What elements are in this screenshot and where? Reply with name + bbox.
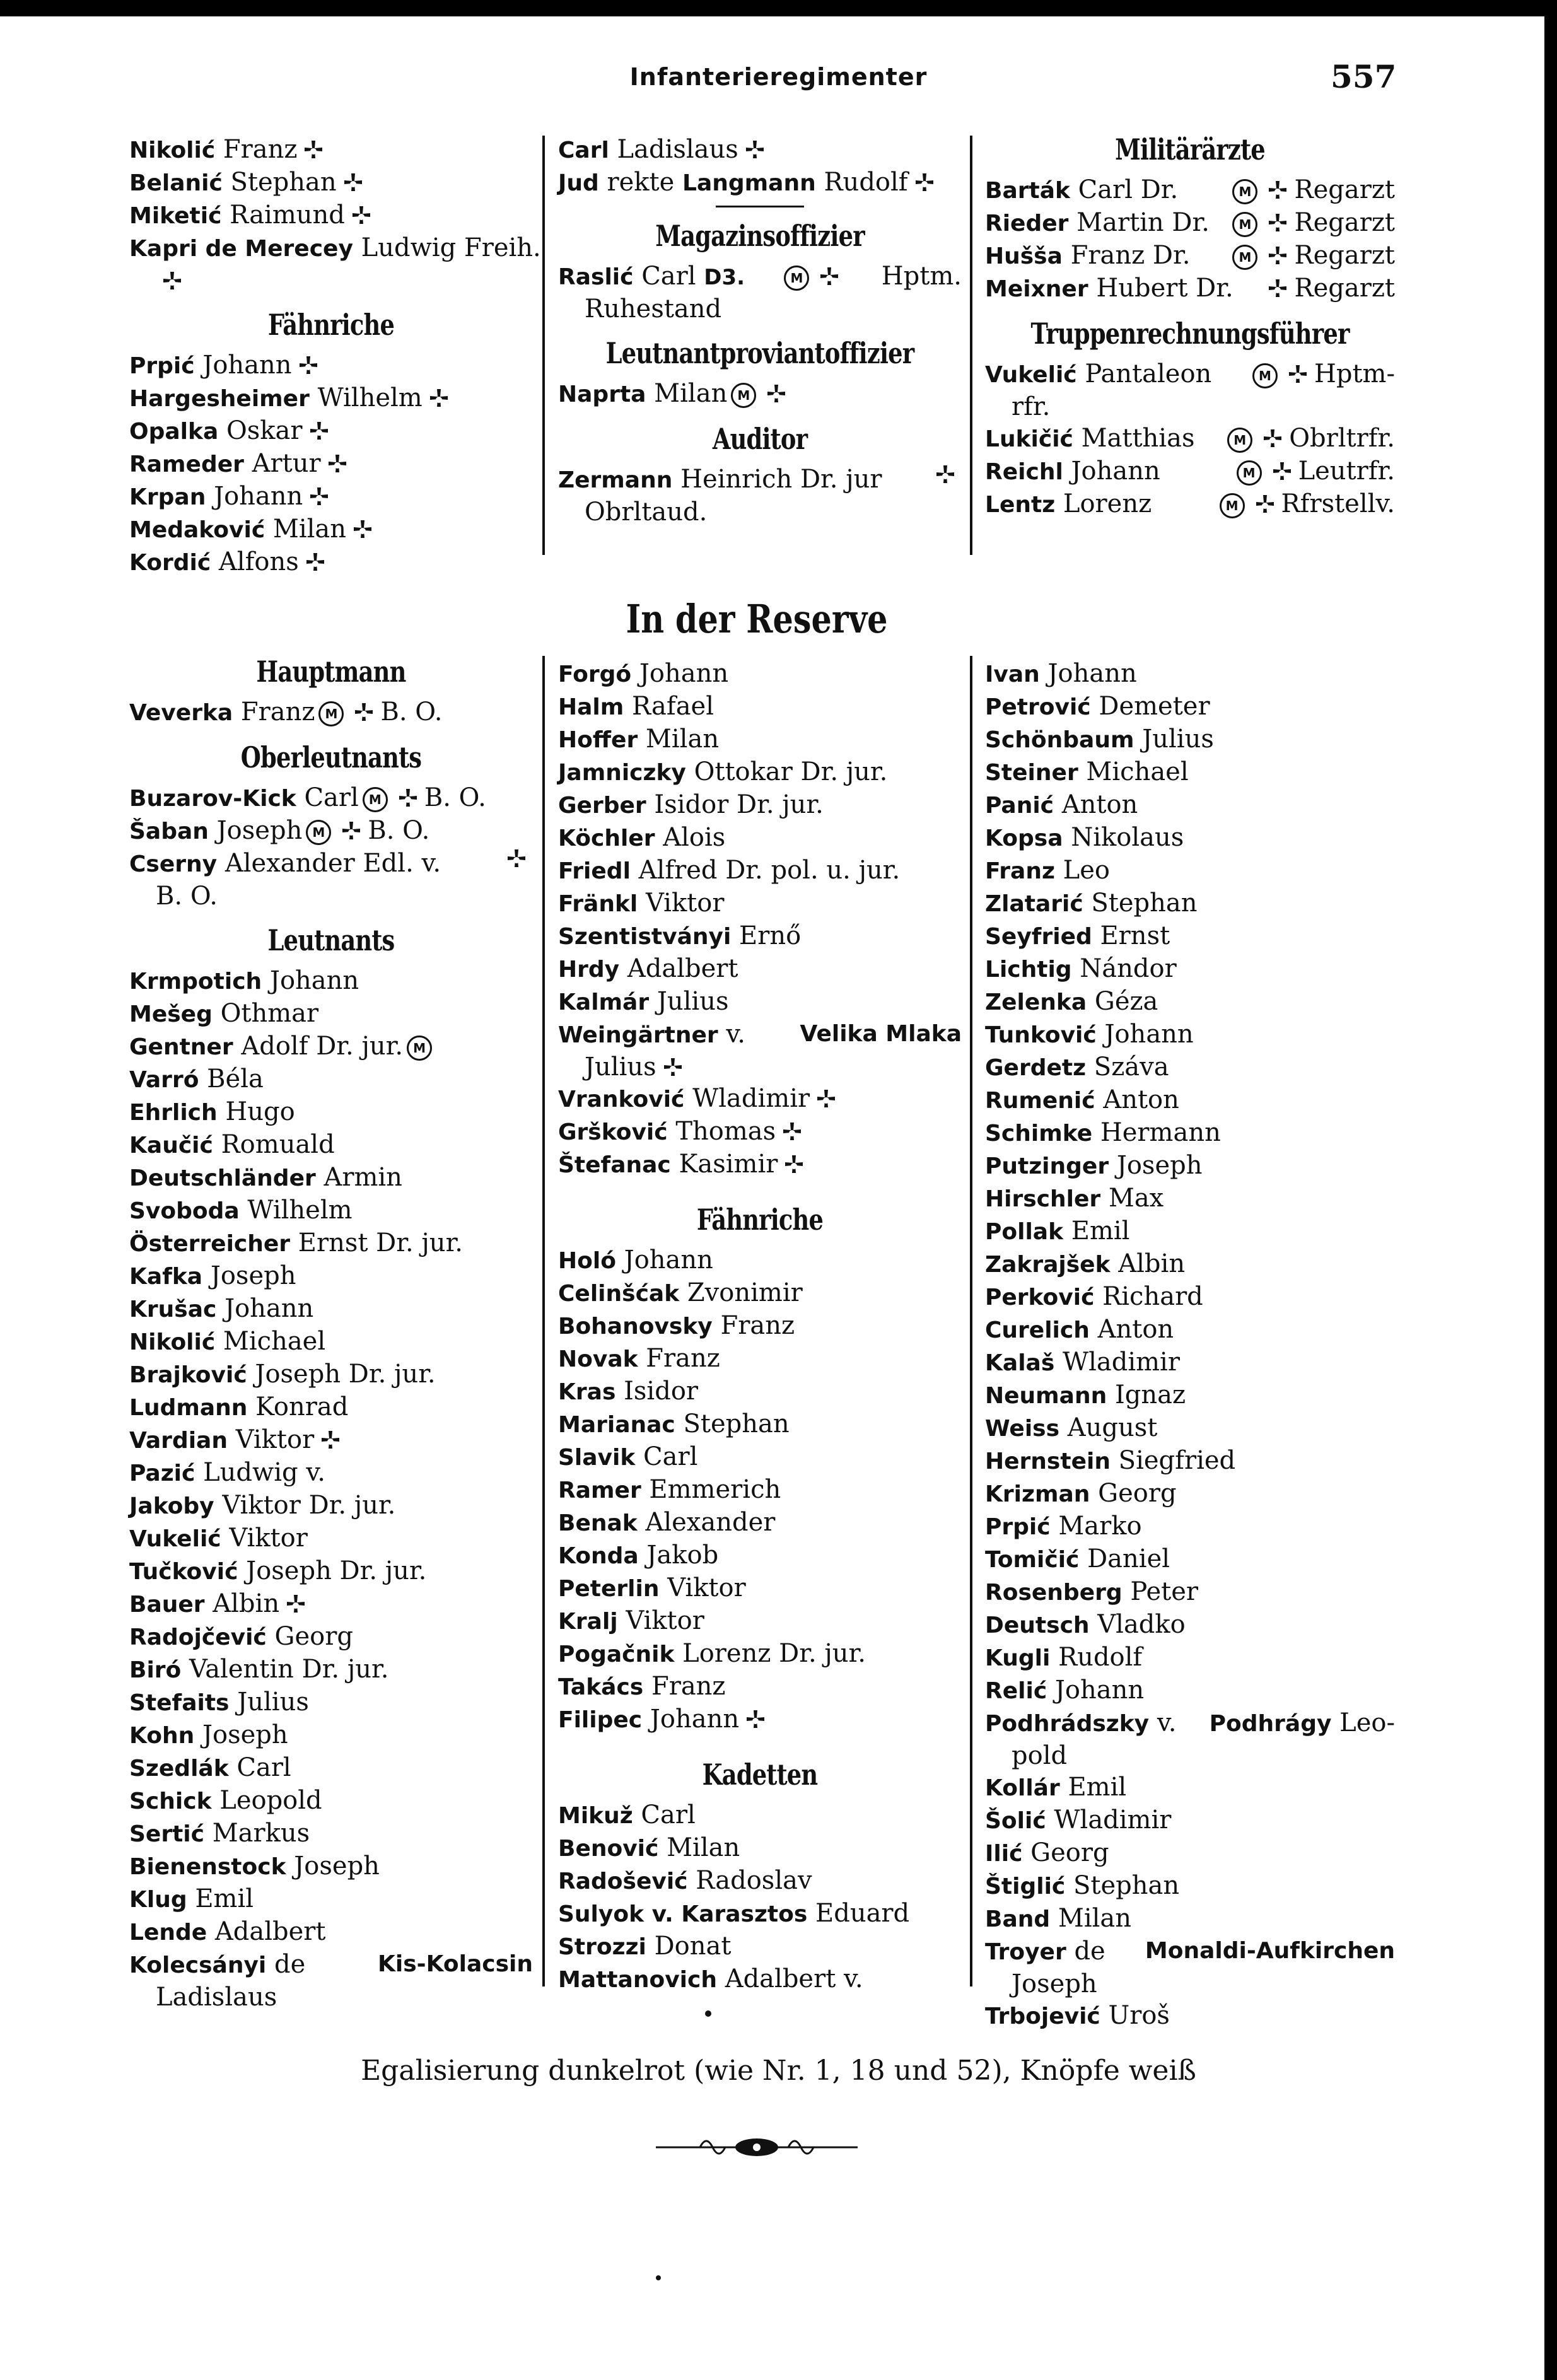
section-heading-kadetten: Kadetten: [702, 1758, 818, 1792]
list-item-continuation: rfr.: [1012, 392, 1051, 421]
list-item: Szedlák Carl: [129, 1753, 291, 1782]
ornament-divider-icon: [656, 2128, 858, 2166]
section-heading-reserve: In der Reserve: [626, 596, 888, 642]
list-item: Hoffer Milan: [558, 725, 720, 754]
list-item: Ramer Emmerich: [558, 1475, 781, 1504]
cross-pattee-icon: [781, 1153, 807, 1179]
list-item: Rieder Martin Dr. M Regarzt: [985, 208, 1395, 237]
section-heading-truppenrechnungsfuehrer: Truppenrechnungsführer: [1030, 317, 1350, 351]
list-item: Panić Anton: [985, 790, 1138, 819]
list-item: Deutsch Vladko: [985, 1610, 1186, 1639]
list-item: Naprta Milan M: [558, 378, 962, 411]
list-item: Pollak Emil: [985, 1216, 1130, 1245]
list-item: Ivan Johann: [985, 659, 1137, 688]
circled-m-icon: M: [1237, 460, 1262, 486]
cross-pattee-icon: [764, 383, 789, 408]
list-item: Kralj Viktor: [558, 1606, 704, 1635]
circled-m-icon: M: [363, 787, 388, 812]
list-item: Jud rekte Langmann Rudolf: [558, 166, 962, 199]
list-item: Weingärtner v. Velika Mlaka: [558, 1020, 962, 1049]
cross-pattee-icon: [933, 464, 958, 489]
reserve-left-column: [129, 656, 533, 2013]
list-item: Vukelić Viktor: [129, 1524, 308, 1553]
list-item: Buzarov-Kick Carl M B. O.: [129, 783, 486, 812]
list-item: Curelich Anton: [985, 1315, 1174, 1344]
list-item: Šolić Wladimir: [985, 1805, 1172, 1835]
list-item: Celinšćak Zvonimir: [558, 1278, 803, 1307]
cross-pattee-icon: [1265, 212, 1290, 237]
list-item: Forgó Johann: [558, 659, 729, 688]
divider: [716, 206, 804, 207]
list-item: Takács Franz: [558, 1672, 726, 1701]
list-item: Zelenka Géza: [985, 987, 1158, 1016]
list-item: Pazić Ludwig v.: [129, 1458, 325, 1487]
cross-pattee-icon: [813, 1088, 839, 1113]
separator-dot: [705, 2010, 711, 2017]
list-item: Mattanovich Adalbert v.: [558, 1964, 863, 1993]
list-item: Veverka Franz M B. O.: [129, 697, 443, 726]
section-heading-leutnantproviantoffizier: Leutnantproviantoffizier: [605, 336, 914, 370]
scan-border-top: [0, 0, 1557, 16]
list-item: Szentistványi Ernő: [558, 921, 802, 950]
circled-m-icon: M: [318, 701, 344, 726]
list-item-continuation: Ruhestand: [585, 295, 722, 324]
circled-m-icon: M: [306, 820, 331, 845]
list-item: Kalaš Wladimir: [985, 1348, 1180, 1377]
list-item: Sulyok v. Karasztos Eduard: [558, 1899, 910, 1928]
cross-pattee-icon: [351, 701, 376, 726]
cross-pattee-icon: [817, 265, 842, 291]
list-item: Perković Richard: [985, 1282, 1203, 1311]
list-item: Hernstein Siegfried: [985, 1446, 1236, 1475]
circled-m-icon: M: [1227, 428, 1252, 453]
list-item: Šaban Joseph M B. O.: [129, 816, 430, 845]
section-heading-oberleutnants: Oberleutnants: [240, 740, 422, 774]
list-item: Prpić Johann: [129, 349, 533, 382]
cross-pattee-icon: [283, 1593, 308, 1618]
column-rule-top-1: [542, 136, 545, 555]
cross-pattee-icon: [426, 387, 452, 412]
list-item: Cserny Alexander Edl. v.: [129, 848, 533, 880]
cross-pattee-icon: [318, 1429, 343, 1454]
list-item: Vranković Wladimir: [558, 1083, 962, 1116]
column-rule-bottom-2: [970, 656, 972, 1986]
list-item: Rosenberg Peter: [985, 1577, 1199, 1606]
list-item: Ludmann Konrad: [129, 1392, 349, 1421]
list-item: Franz Leo: [985, 856, 1110, 885]
page-number: 557: [1331, 58, 1397, 95]
list-item: Bohanovsky Franz: [558, 1311, 795, 1340]
list-item: Schick Leopold: [129, 1786, 322, 1815]
list-item: Jakoby Viktor Dr. jur.: [129, 1491, 396, 1520]
section-heading-faehnriche-reserve: Fähnriche: [696, 1203, 824, 1237]
list-item: Kordić Alfons: [129, 546, 533, 579]
list-item: Deutschländer Armin: [129, 1163, 402, 1192]
bottom-dot: [656, 2275, 661, 2280]
list-item: Bienenstock Joseph: [129, 1852, 380, 1881]
list-item: Gerdetz Száva: [985, 1053, 1169, 1082]
top-right-column: [985, 134, 1395, 521]
list-item: Österreicher Ernst Dr. jur.: [129, 1228, 464, 1257]
list-item: Zakrajšek Albin: [985, 1249, 1186, 1278]
list-item: Slavik Carl: [558, 1442, 698, 1471]
list-item: Nikolić Franz: [129, 134, 533, 166]
cross-pattee-icon: [296, 354, 321, 380]
circled-m-icon: M: [407, 1035, 432, 1061]
circled-m-icon: M: [731, 383, 756, 408]
list-item: Tučković Joseph Dr. jur.: [129, 1556, 427, 1585]
list-item: Vukelić Pantaleon M Hptm-: [985, 359, 1395, 388]
cross-pattee-icon: [912, 172, 937, 197]
list-item: Kohn Joseph: [129, 1720, 288, 1749]
list-item: Radojčević Georg: [129, 1622, 353, 1651]
list-item: Krušac Johann: [129, 1294, 314, 1323]
list-item: Halm Rafael: [558, 692, 714, 721]
list-item: Krizman Georg: [985, 1479, 1177, 1508]
cross-pattee-icon: [349, 204, 374, 230]
list-item: Steiner Michael: [985, 757, 1189, 786]
list-item-continuation: Ladislaus: [156, 1983, 277, 2012]
cross-pattee-icon: [1285, 363, 1310, 388]
cross-pattee-icon: [504, 848, 529, 873]
scan-border-right: [1544, 0, 1557, 2380]
list-item: Peterlin Viktor: [558, 1573, 746, 1602]
list-item: Kollár Emil: [985, 1773, 1127, 1802]
list-item: Lichtig Nándor: [985, 954, 1177, 983]
cross-pattee-icon: [1265, 179, 1290, 204]
cross-pattee-icon: [160, 270, 185, 295]
list-item: Gentner Adolf Dr. jur. M: [129, 1030, 533, 1063]
cross-pattee-icon: [779, 1121, 805, 1146]
cross-pattee-icon: [325, 453, 350, 478]
list-item: Zlatarić Stephan: [985, 889, 1198, 918]
list-item: Novak Franz: [558, 1344, 720, 1373]
list-item: Marianac Stephan: [558, 1409, 790, 1438]
cross-pattee-icon: [1265, 245, 1290, 270]
cross-pattee-icon: [395, 787, 421, 812]
reserve-middle-column: [558, 658, 962, 1996]
list-item: Biró Valentin Dr. jur.: [129, 1655, 389, 1684]
list-item: Relić Johann: [985, 1676, 1145, 1705]
list-item: Hargesheimer Wilhelm: [129, 382, 533, 415]
section-heading-militaeraerzte: Militärärzte: [1115, 132, 1265, 166]
list-item: Strozzi Donat: [558, 1932, 732, 1961]
list-item: Svoboda Wilhelm: [129, 1196, 353, 1225]
list-item: Neumann Ignaz: [985, 1380, 1186, 1409]
list-item: Trbojević Uroš: [985, 2001, 1170, 2030]
list-item: Holó Johann: [558, 1245, 713, 1275]
cross-pattee-icon: [350, 518, 375, 544]
list-item: Weiss August: [985, 1413, 1158, 1442]
circled-m-icon: M: [1220, 493, 1245, 518]
top-left-column: [129, 134, 541, 579]
cross-pattee-icon: [1260, 428, 1285, 453]
cross-pattee-icon: [339, 820, 364, 845]
cross-pattee-icon: [742, 139, 767, 164]
list-item-continuation: Julius: [558, 1051, 962, 1083]
list-item-continuation: [129, 265, 533, 296]
circled-m-icon: M: [1232, 245, 1257, 270]
list-item: Hušša Franz Dr. M Regarzt: [985, 241, 1395, 270]
list-item: Rumenić Anton: [985, 1085, 1179, 1114]
list-item: Radošević Radoslav: [558, 1866, 812, 1895]
section-heading-auditor: Auditor: [712, 422, 808, 456]
list-item: Barták Carl Dr. M Regarzt: [985, 175, 1395, 204]
list-item: Schönbaum Julius: [985, 725, 1214, 754]
circled-m-icon: M: [784, 265, 809, 291]
top-middle-column: [558, 134, 962, 528]
list-item: Seyfried Ernst: [985, 921, 1170, 950]
list-item: Medaković Milan: [129, 513, 533, 546]
list-item: Rameder Artur: [129, 448, 533, 481]
list-item: Kalmár Julius: [558, 987, 729, 1016]
list-item: Podhrádszky v. Podhrágy Leo-: [985, 1708, 1395, 1737]
list-item: Kolecsányi de Kis-Kolacsin: [129, 1950, 533, 1979]
list-item: Kafka Joseph: [129, 1261, 296, 1290]
cross-pattee-icon: [303, 551, 328, 576]
list-item: Krpan Johann: [129, 481, 533, 513]
list-item: Klug Emil: [129, 1884, 254, 1913]
list-item: Nikolić Michael: [129, 1327, 326, 1356]
list-item: Jamniczky Ottokar Dr. jur.: [558, 757, 888, 786]
list-item: Petrović Demeter: [985, 692, 1210, 721]
cross-pattee-icon: [1265, 277, 1290, 303]
list-item-continuation: Obrltaud.: [585, 498, 708, 527]
list-item: Band Milan: [985, 1904, 1132, 1933]
list-item: Meixner Hubert Dr. Regarzt: [985, 274, 1395, 303]
list-item: Konda Jakob: [558, 1541, 719, 1570]
list-item: Raslić Carl D3. M Hptm.: [558, 262, 962, 291]
list-item: Reichl Johann M Leutrfr.: [985, 457, 1395, 486]
list-item: Krmpotich Johann: [129, 966, 359, 995]
list-item: Sertić Markus: [129, 1819, 310, 1848]
section-heading-leutnants: Leutnants: [267, 923, 395, 957]
list-item: Kras Isidor: [558, 1377, 699, 1406]
list-item: Troyer de Monaldi-Aufkirchen: [985, 1937, 1395, 1966]
list-item: Kopsa Nikolaus: [985, 823, 1184, 852]
list-item: Vardian Viktor: [129, 1424, 533, 1457]
column-rule-top-2: [970, 136, 972, 555]
page-header-title: Infanterieregimenter: [629, 63, 928, 91]
list-item: Bauer Albin: [129, 1588, 533, 1621]
list-item: Fränkl Viktor: [558, 889, 725, 918]
list-item: Hirschler Max: [985, 1184, 1164, 1213]
list-item: Kaučić Romuald: [129, 1130, 335, 1159]
cross-pattee-icon: [1269, 460, 1295, 486]
list-item: Tomičić Daniel: [985, 1544, 1170, 1573]
list-item: Mikuž Carl: [558, 1800, 696, 1829]
list-item: Štiglić Stephan: [985, 1871, 1180, 1900]
list-item: Filipec Johann: [558, 1703, 962, 1736]
cross-pattee-icon: [743, 1708, 768, 1734]
list-item: Putzinger Joseph: [985, 1151, 1203, 1180]
cross-pattee-icon: [1252, 493, 1278, 518]
list-item: Pogačnik Lorenz Dr. jur.: [558, 1639, 866, 1668]
list-item: Varró Béla: [129, 1065, 264, 1094]
list-item: Kugli Rudolf: [985, 1643, 1143, 1672]
section-heading-magazinsoffizier: Magazinsoffizier: [655, 219, 865, 253]
cross-pattee-icon: [301, 139, 326, 164]
section-heading-hauptmann: Hauptmann: [256, 655, 406, 689]
list-item: Miketić Raimund: [129, 199, 533, 232]
list-item-continuation: B. O.: [156, 882, 218, 911]
circled-m-icon: M: [1232, 212, 1257, 237]
circled-m-icon: M: [1232, 179, 1257, 204]
cross-pattee-icon: [341, 172, 366, 197]
list-item: Štefanac Kasimir: [558, 1148, 962, 1181]
list-item: Zermann Heinrich Dr. jur: [558, 464, 962, 496]
list-item: Prpić Marko: [985, 1512, 1142, 1541]
list-item: Carl Ladislaus: [558, 134, 962, 166]
list-item: Opalka Oskar: [129, 415, 533, 448]
list-item: Belanić Stephan: [129, 166, 533, 199]
list-item: Ilić Georg: [985, 1838, 1109, 1867]
list-item: Stefaits Julius: [129, 1688, 309, 1717]
list-item: Friedl Alfred Dr. pol. u. jur.: [558, 856, 901, 885]
list-item: Gršković Thomas: [558, 1116, 962, 1148]
cross-pattee-icon: [306, 486, 332, 511]
list-item: Lentz Lorenz M Rfrstellv.: [985, 489, 1395, 518]
list-item-continuation: pold: [1012, 1741, 1068, 1770]
list-item: Gerber Isidor Dr. jur.: [558, 790, 824, 819]
list-item: Schimke Hermann: [985, 1118, 1221, 1147]
list-item: Kapri de Merecey Ludwig Freih.: [129, 233, 541, 262]
list-item: Tunković Johann: [985, 1020, 1194, 1049]
list-item: Benović Milan: [558, 1833, 740, 1862]
list-item: Benak Alexander: [558, 1508, 776, 1537]
list-item: Ehrlich Hugo: [129, 1097, 295, 1126]
list-item: Köchler Alois: [558, 823, 726, 852]
list-item: Lende Adalbert: [129, 1917, 326, 1946]
column-rule-bottom-1: [542, 656, 545, 1986]
section-heading-faehnriche: Fähnriche: [267, 308, 395, 342]
cross-pattee-icon: [306, 420, 332, 445]
circled-m-icon: M: [1252, 363, 1278, 388]
cross-pattee-icon: [660, 1056, 685, 1082]
reserve-right-column: [985, 658, 1395, 2033]
list-item: Mešeg Othmar: [129, 999, 319, 1028]
list-item: Brajković Joseph Dr. jur.: [129, 1360, 436, 1389]
list-item: Hrdy Adalbert: [558, 954, 738, 983]
list-item: Lukičić Matthias M Obrltrfr.: [985, 424, 1395, 453]
list-item-continuation: Joseph: [1012, 1969, 1097, 1998]
footer-note: Egalisierung dunkelrot (wie Nr. 1, 18 und 52), Knöpfe weiß: [361, 2055, 1196, 2087]
